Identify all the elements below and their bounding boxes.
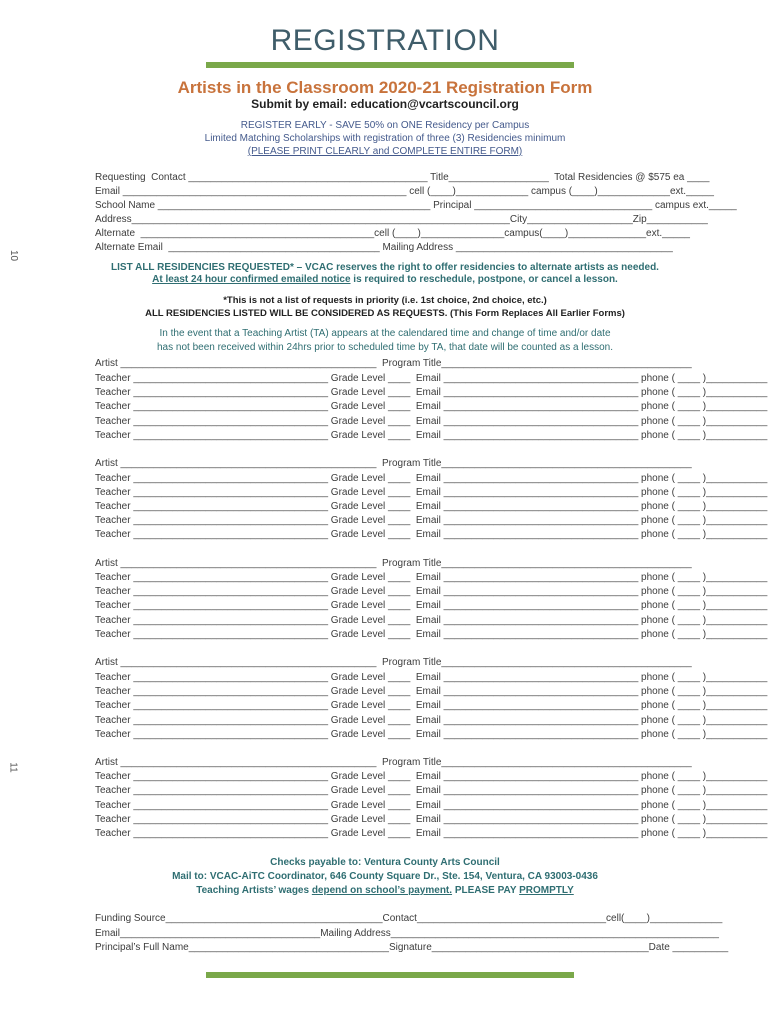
teacher-field[interactable]: Teacher ___________________________________ Grade Level ____ Email ___________________________________ phone ( ____ )___________ xyxy=(95,785,768,796)
page-number-10: 10 xyxy=(8,249,20,262)
print-clearly-note xyxy=(0,146,770,157)
footer-email-field[interactable]: Email____________________________________Mailing Address___________________________________________________________ xyxy=(95,928,719,939)
artist-field[interactable]: Artist ______________________________________________ Program Title_____________________________________________ xyxy=(95,558,692,569)
address-field[interactable]: Address____________________________________________________________________City___________________Zip___________ xyxy=(95,214,708,225)
teacher-field[interactable]: Teacher ___________________________________ Grade Level ____ Email ___________________________________ phone ( ____ )___________ xyxy=(95,615,768,626)
teacher-field[interactable]: Teacher ___________________________________ Grade Level ____ Email ___________________________________ phone ( ____ )___________ xyxy=(95,686,768,697)
teacher-field[interactable]: Teacher ___________________________________ Grade Level ____ Email ___________________________________ phone ( ____ )___________ xyxy=(95,401,768,412)
scholarships-note: Limited Matching Scholarships with registration of three (3) Residencies minimum xyxy=(204,133,566,144)
submit-email-note: Submit by email: education@vcartscouncil.org xyxy=(251,97,519,111)
teacher-field[interactable]: Teacher ___________________________________ Grade Level ____ Email ___________________________________ phone ( ____ )___________ xyxy=(95,416,768,427)
checks-payable-note: Checks payable to: Ventura County Arts Council xyxy=(270,857,500,868)
form-subtitle: Artists in the Classroom 2020-21 Registration Form xyxy=(177,78,593,97)
funding-source-field[interactable]: Funding Source_______________________________________Contact__________________________________cell(____)_____________ xyxy=(95,913,723,924)
teacher-field[interactable]: Teacher ___________________________________ Grade Level ____ Email ___________________________________ phone ( ____ )___________ xyxy=(95,515,768,526)
teacher-field[interactable]: Teacher ___________________________________ Grade Level ____ Email ___________________________________ phone ( ____ )___________ xyxy=(95,672,768,683)
teacher-field[interactable]: Teacher ___________________________________ Grade Level ____ Email ___________________________________ phone ( ____ )___________ xyxy=(95,572,768,583)
teacher-field[interactable]: Teacher ___________________________________ Grade Level ____ Email ___________________________________ phone ( ____ )___________ xyxy=(95,387,768,398)
residencies-note-line1: LIST ALL RESIDENCIES REQUESTED* – VCAC reserves the right to offer residencies to alternate artists as needed. xyxy=(111,262,659,273)
residencies-note-line2 xyxy=(0,274,770,285)
artist-field[interactable]: Artist ______________________________________________ Program Title_____________________________________________ xyxy=(95,358,692,369)
alternate-email-field[interactable]: Alternate Email ______________________________________ Mailing Address _______________________________________ xyxy=(95,242,673,253)
principal-signature-field[interactable]: Principal’s Full Name____________________________________Signature_______________________________________Date __________ xyxy=(95,942,729,953)
email-contact-field[interactable]: Email ___________________________________________________ cell (____)_____________ campus (____)_____________ext._____ xyxy=(95,186,714,197)
teacher-field[interactable]: Teacher ___________________________________ Grade Level ____ Email ___________________________________ phone ( ____ )___________ xyxy=(95,373,768,384)
teacher-field[interactable]: Teacher ___________________________________ Grade Level ____ Email ___________________________________ phone ( ____ )___________ xyxy=(95,487,768,498)
teacher-field[interactable]: Teacher ___________________________________ Grade Level ____ Email ___________________________________ phone ( ____ )___________ xyxy=(95,600,768,611)
teacher-field[interactable]: Teacher ___________________________________ Grade Level ____ Email ___________________________________ phone ( ____ )___________ xyxy=(95,828,768,839)
wages-text-d: PROMPTLY xyxy=(519,885,574,896)
artist-field[interactable]: Artist ______________________________________________ Program Title_____________________________________________ xyxy=(95,657,692,668)
mail-to-note: Mail to: VCAC-AiTC Coordinator, 646 County Square Dr., Ste. 154, Ventura, CA 93003-0436 xyxy=(172,871,598,882)
wages-note xyxy=(0,885,770,896)
artist-field[interactable]: Artist ______________________________________________ Program Title_____________________________________________ xyxy=(95,757,692,768)
page-title: REGISTRATION xyxy=(270,24,500,57)
teacher-field[interactable]: Teacher ___________________________________ Grade Level ____ Email ___________________________________ phone ( ____ )___________ xyxy=(95,430,768,441)
teacher-field[interactable]: Teacher ___________________________________ Grade Level ____ Email ___________________________________ phone ( ____ )___________ xyxy=(95,586,768,597)
footer-bar xyxy=(206,972,574,978)
alternate-contact-field[interactable]: Alternate __________________________________________cell (____)_______________campus(____)______________ext._____ xyxy=(95,228,690,239)
ta-note-line1: In the event that a Teaching Artist (TA) appears at the calendared time and change of time and/or date xyxy=(159,328,611,339)
wages-text-c: PLEASE PAY xyxy=(452,885,520,896)
wages-text-b: depend on school’s payment. xyxy=(311,885,453,896)
all-listed-note: ALL RESIDENCIES LISTED WILL BE CONSIDERED AS REQUESTS. (This Form Replaces All Earlier Forms) xyxy=(145,308,625,319)
ta-note-line2: has not been received within 24hrs prior to scheduled time by TA, that date will be counted as a lesson. xyxy=(156,342,613,353)
requesting-contact-field[interactable]: Requesting Contact ___________________________________________ Title__________________ Total Residencies @ $575 ea ____ xyxy=(95,172,710,183)
priority-note: *This is not a list of requests in priority (i.e. 1st choice, 2nd choice, etc.) xyxy=(223,295,547,306)
teacher-field[interactable]: Teacher ___________________________________ Grade Level ____ Email ___________________________________ phone ( ____ )___________ xyxy=(95,715,768,726)
teacher-field[interactable]: Teacher ___________________________________ Grade Level ____ Email ___________________________________ phone ( ____ )___________ xyxy=(95,473,768,484)
teacher-field[interactable]: Teacher ___________________________________ Grade Level ____ Email ___________________________________ phone ( ____ )___________ xyxy=(95,800,768,811)
artist-field[interactable]: Artist ______________________________________________ Program Title_____________________________________________ xyxy=(95,458,692,469)
teacher-field[interactable]: Teacher ___________________________________ Grade Level ____ Email ___________________________________ phone ( ____ )___________ xyxy=(95,771,768,782)
teacher-field[interactable]: Teacher ___________________________________ Grade Level ____ Email ___________________________________ phone ( ____ )___________ xyxy=(95,729,768,740)
school-name-field[interactable]: School Name _________________________________________________ Principal ________________________________ campus ext._____ xyxy=(95,200,737,211)
notice-underlined: At least 24 hour confirmed emailed notice xyxy=(152,274,351,285)
title-underline-bar xyxy=(206,62,574,68)
print-clearly-text: (PLEASE PRINT CLEARLY and COMPLETE ENTIRE FORM) xyxy=(247,146,523,157)
page-number-11: 11 xyxy=(7,762,19,773)
teacher-field[interactable]: Teacher ___________________________________ Grade Level ____ Email ___________________________________ phone ( ____ )___________ xyxy=(95,700,768,711)
register-early-note: REGISTER EARLY - SAVE 50% on ONE Residency per Campus xyxy=(240,120,530,131)
notice-rest: is required to reschedule, postpone, or cancel a lesson. xyxy=(350,274,618,285)
teacher-field[interactable]: Teacher ___________________________________ Grade Level ____ Email ___________________________________ phone ( ____ )___________ xyxy=(95,501,768,512)
teacher-field[interactable]: Teacher ___________________________________ Grade Level ____ Email ___________________________________ phone ( ____ )___________ xyxy=(95,529,768,540)
teacher-field[interactable]: Teacher ___________________________________ Grade Level ____ Email ___________________________________ phone ( ____ )___________ xyxy=(95,814,768,825)
wages-text-a: Teaching Artists’ wages xyxy=(196,885,312,896)
teacher-field[interactable]: Teacher ___________________________________ Grade Level ____ Email ___________________________________ phone ( ____ )___________ xyxy=(95,629,768,640)
